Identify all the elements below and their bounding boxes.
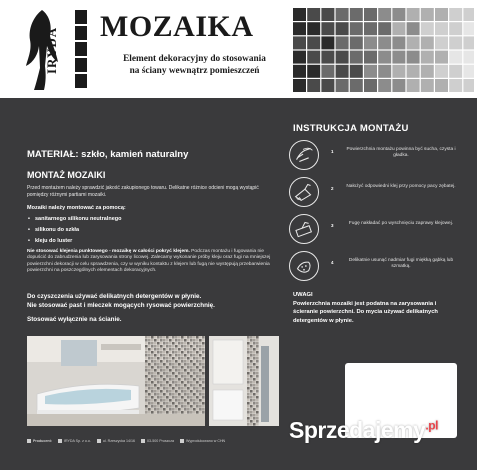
square-bullet-icon (97, 439, 101, 443)
producer-label: Producent: (27, 439, 52, 443)
square-bullet-icon (180, 439, 184, 443)
step-number: 4 (331, 260, 334, 265)
step-number: 2 (331, 186, 334, 191)
warning-text (27, 249, 277, 274)
notes-text: Powierzchnia mozaiki jest podatna na zarysowania i ścieranie powierzchni. Do mycia używać delikatnych detergentów w płynie. (293, 301, 438, 324)
cleaning-line-1: Do czyszczenia używać delikatnych detergentów w płynie. (27, 293, 202, 300)
subtitle-line-1: Element dekoracyjny do stosowania (123, 54, 266, 64)
subtitle-line-2: na ściany wewnątrz pomieszczeń (129, 66, 260, 76)
instruction-step-2 (287, 177, 462, 211)
wall-only-text: Stosować wyłącznie na ścianie. (27, 316, 122, 323)
list-item: • silikonu do szkła (27, 225, 122, 236)
float-icon (289, 214, 319, 244)
producer-street: ul. Rzeszycka 14/16 (97, 439, 135, 443)
product-subtitle (102, 53, 287, 77)
instructions-title: INSTRUKCJA MONTAŻU (293, 123, 409, 134)
trowel-icon (289, 177, 319, 207)
instruction-step-1 (287, 140, 462, 174)
adhesive-list-title: Mozaiki należy montować za pomocą: (27, 205, 126, 211)
producer-city: 03-500 Pruszcza (141, 439, 174, 443)
step-number: 1 (331, 149, 334, 154)
decorative-bars (75, 10, 87, 88)
section-title-montaz: MONTAŻ MOZAIKI (27, 170, 106, 180)
product-title: MOZAIKA (100, 10, 254, 43)
mosaic-pattern-graphic (292, 6, 474, 94)
material-label: MATERIAŁ: szkło, kamień naturalny (27, 149, 189, 160)
producer-origin: Wyprodukowano w CHN (180, 439, 225, 443)
producer-company: IRYDA Sp. z o.o. (58, 439, 91, 443)
step-number: 3 (331, 223, 334, 228)
step-text: Nałożyć odpowiedni klej przy pomocy pacy zębatej. (346, 184, 456, 189)
sponge-icon (289, 251, 319, 281)
square-bullet-icon (27, 439, 31, 443)
warning-bold: Nie stosować klejenia punktowego - mozaikę w całości pokryć klejem. (27, 249, 190, 254)
watermark-main: Sprzedajemy (289, 417, 426, 443)
bathroom-photos (27, 336, 279, 426)
brand-name: IRYDA (44, 26, 59, 74)
cleaning-line-2: Nie stosować past i mleczek mogących rysować powierzchnię. (27, 301, 215, 309)
producer-info (27, 436, 307, 446)
bathroom-photo-2 (209, 336, 279, 426)
cleaning-text (27, 293, 277, 310)
warning-rest: Podczas montażu i fugowania nie dopuścić do zabrudzenia lub zarysowania strony licowej. Zalecamy wykonanie próby kleju oraz fugi na mniejszej powierzchni dekoracji w celu sprawdzenia, czy w wyniku kontaktu z klejem lub fugą nie występują przebarwienia powierzchni na poszczególnych elementach dekoracyjnych. (27, 249, 271, 273)
intro-text: Przed montażem należy sprawdzić jakość zakupionego towaru. Delikatne różnice odcieni mogą wystąpić pomiędzy różnymi partiami mozaiki. (27, 185, 259, 198)
step-text: Powierzchnia montażu powinna być sucha, czysta i gładka. (346, 147, 456, 159)
square-bullet-icon (58, 439, 62, 443)
list-item: • sanitarnego silikonu neutralnego (27, 214, 122, 225)
product-header (0, 0, 477, 98)
list-item: • kleju do luster (27, 236, 122, 247)
step-text: Delikatnie usunąć nadmiar fugi miękką gąbką lub szmatką. (348, 258, 454, 270)
bathroom-photo-1 (27, 336, 205, 426)
square-bullet-icon (141, 439, 145, 443)
hand-wipe-icon (289, 140, 319, 170)
watermark-suffix: .pl (425, 418, 438, 433)
step-text: Fugę nakładać po wyschnięciu zaprawy klejowej. (348, 221, 454, 226)
instruction-step-4 (287, 251, 462, 285)
adhesive-list (27, 214, 122, 247)
notes-title: UWAGI (293, 292, 313, 298)
instruction-step-3 (287, 214, 462, 248)
sprzedajemy-watermark (289, 417, 438, 444)
